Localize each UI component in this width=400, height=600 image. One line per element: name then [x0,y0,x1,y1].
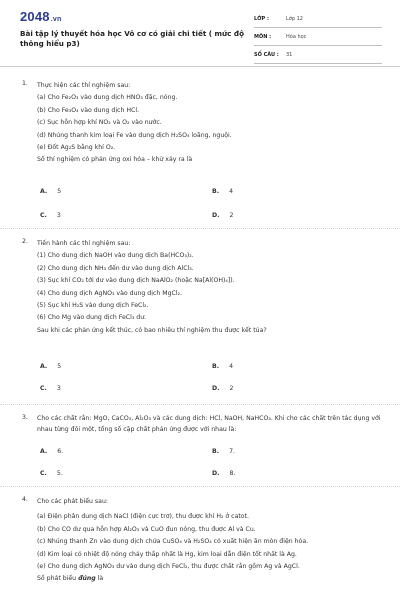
statement-item: (2) Cho dung dịch NH₃ đến dư vào dung dịch AlCl₃. [37,264,194,272]
statement-item: (a) Điện phân dung dịch NaCl (điện cực trơ), thu được khí H₂ ở catot. [37,513,249,521]
answer-option-d[interactable]: D. 2 [212,385,234,392]
emphasis-text: đúng [78,575,96,583]
statement-item: (1) Cho dung dịch NaOH vào dung dịch Ba(HCO₃)₂. [37,252,194,260]
statement-item: (c) Nhúng thanh Zn vào dung dịch chứa CuSO₄ và H₂SO₄ có xuất hiện ăn mòn điện hóa. [37,538,309,546]
question-number: 4. [22,496,28,503]
question-divider [0,404,400,406]
statement-item: (d) Nhúng thanh kim loại Fe vào dung dịch H₂SO₄ loãng, nguội. [37,131,232,139]
question-body [37,238,382,337]
answer-option-d[interactable]: D. 8. [212,470,236,477]
site-logo[interactable]: 2048.vn [20,9,62,24]
document-meta [254,12,382,66]
question-stem: Thực hiện các thí nghiệm sau: [37,82,131,89]
answer-option-d[interactable]: D. 2 [212,212,234,219]
meta-class: LỚP : Lớp 12 [254,12,382,28]
question-prompt: Số thí nghiệm có phản ứng oxi hóa – khử xảy ra là [37,156,193,164]
answer-option-c[interactable]: C. 3 [40,212,61,219]
statement-item: (c) Sục hỗn hợp khí NO₂ và O₂ vào nước. [37,119,162,127]
statement-item: (4) Cho dung dịch AgNO₃ vào dung dịch MgCl₂. [37,289,182,297]
statement-item: (b) Cho CO dư qua hỗn hợp Al₂O₃ và CuO đun nóng, thu được Al và Cu. [37,525,256,533]
answer-option-b[interactable]: B. 4 [212,363,234,370]
answer-option-a[interactable]: A. 5 [40,363,62,370]
meta-subject: MÔN : Hóa học [254,30,382,46]
question-stem: Tiến hành các thí nghiệm sau: [37,240,131,247]
question-body [37,496,382,586]
question-number: 2. [22,238,28,245]
statement-item: (e) Đốt Ag₂S bằng khí O₂. [37,144,116,152]
statement-item: (5) Sục khí H₂S vào dung dịch FeCl₂. [37,302,149,310]
document-header [0,0,400,67]
question-stem: Cho các chất rắn: MgO, CaCO₃, Al₂O₃ và các dung dịch: HCl, NaOH, NaHCO₃. Khi cho các chất trên tác dụng với nhau từng đôi một, tổng số cặp chất phản ứng được với nhau là: [37,415,381,433]
statement-item: (3) Sục khí CO₂ tới dư vào dung dịch NaAlO₂ (hoặc Na[Al(OH)₄]). [37,277,235,285]
question-divider [0,486,400,488]
question-prompt: Sau khi các phản ứng kết thúc, có bao nhiêu thí nghiệm thu được kết tủa? [37,326,267,334]
answer-option-b[interactable]: B. 4 [212,188,234,195]
answer-option-c[interactable]: C. 3 [40,385,61,392]
document-title: Bài tập lý thuyết hóa học Vô cơ có giải chi tiết ( mức độ thông hiểu p3) [20,29,245,48]
question-stem: Cho các phát biểu sau: [37,498,108,505]
statement-item: (e) Cho dung dịch AgNO₃ dư vào dung dịch FeCl₂, thu được chất rắn gồm Ag và AgCl. [37,563,300,571]
question-divider [0,228,400,230]
statement-item: (a) Cho Fe₂O₃ vào dung dịch HNO₃ đặc, nóng. [37,94,178,102]
question-number: 1. [22,80,28,87]
answer-option-c[interactable]: C. 5. [40,470,63,477]
statement-item: (6) Cho Mg vào dung dịch FeCl₃ dư. [37,314,147,322]
statement-item: (d) Kim loại có nhiệt độ nóng chảy thấp nhất là Hg, kim loại dẫn điện tốt nhất là Ag. [37,550,297,558]
question-prompt: Số phát biểu đúng là [37,575,104,583]
statement-item: (b) Cho Fe₃O₄ vào dung dịch HCl. [37,106,140,114]
answer-option-b[interactable]: B. 7. [212,448,235,455]
answer-option-a[interactable]: A. 6. [40,448,64,455]
question-body [37,80,382,167]
question-number: 3. [22,414,28,421]
answer-option-a[interactable]: A. 5 [40,188,62,195]
question-body [37,414,382,435]
meta-question-count: SỐ CÂU : 31 [254,48,382,64]
